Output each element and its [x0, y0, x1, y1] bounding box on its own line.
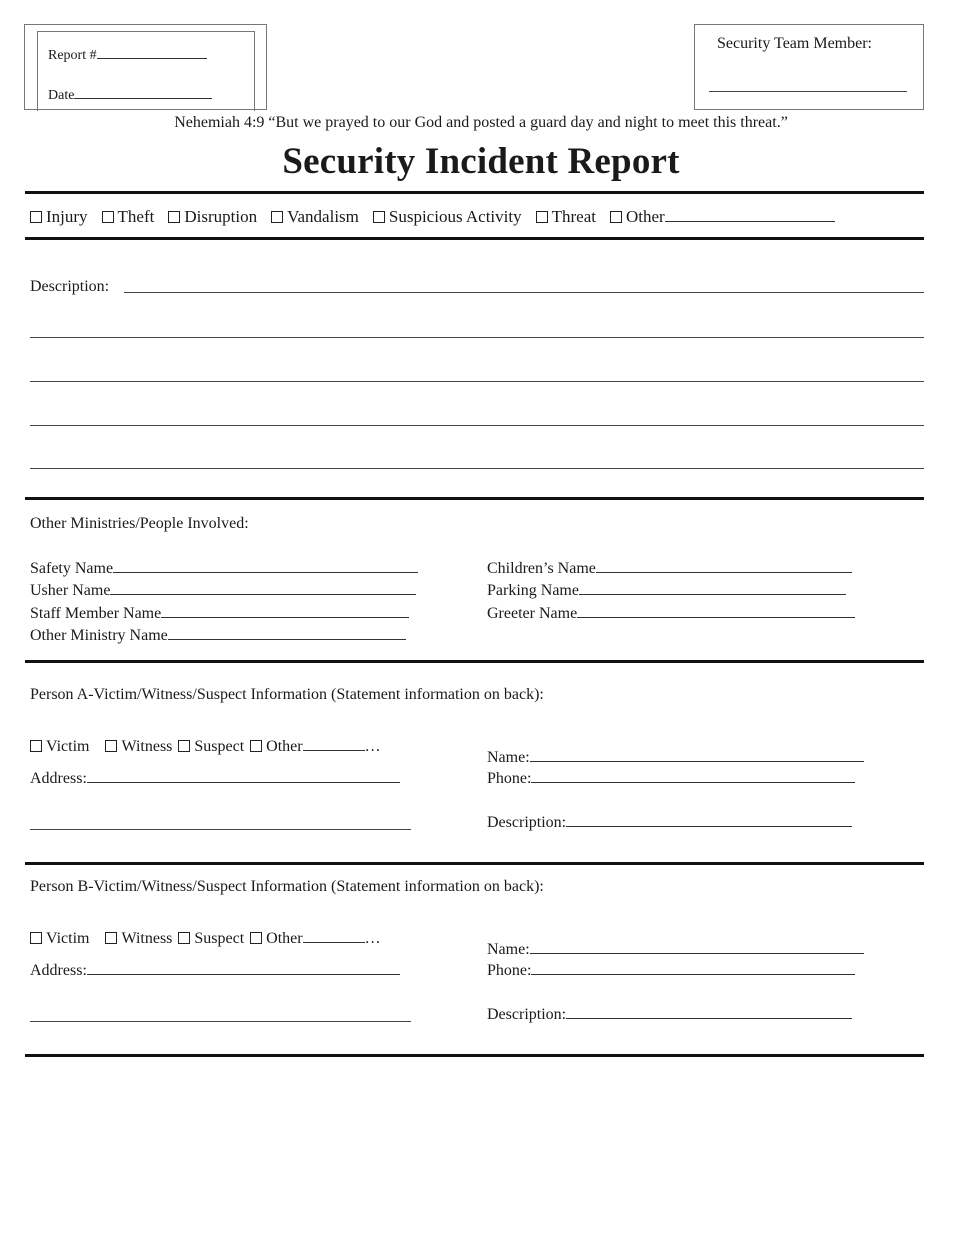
checkbox-icon: [105, 932, 117, 944]
checkbox-icon: [30, 932, 42, 944]
person-a-role-row: [30, 736, 381, 756]
address-line-2[interactable]: [30, 1021, 411, 1022]
address-field[interactable]: [87, 960, 400, 975]
checkbox-other-role[interactable]: [250, 928, 380, 948]
checkbox-label: Threat: [551, 207, 596, 226]
checkbox-label: Victim: [46, 738, 90, 755]
checkbox-icon: [178, 740, 190, 752]
person-b-name-row: [487, 939, 864, 959]
page-title: Security Incident Report: [282, 141, 680, 182]
greeter-name-field[interactable]: [577, 603, 855, 618]
ministries-heading: Other Ministries/People Involved:: [30, 515, 249, 532]
incident-type-row: [30, 207, 835, 226]
report-number-label: Report #: [48, 48, 97, 63]
person-b-description-row: [487, 1004, 852, 1024]
report-info-inner-box: [37, 31, 255, 111]
checkbox-icon: [610, 211, 622, 223]
person-b-heading: Person B-Victim/Witness/Suspect Information (Statement information on back):: [30, 878, 544, 895]
bible-verse: Nehemiah 4:9 “But we prayed to our God and posted a guard day and night to meet this threat.”: [174, 114, 788, 131]
other-type-field[interactable]: [665, 207, 835, 222]
checkbox-vandalism[interactable]: [271, 208, 359, 226]
description-line[interactable]: [30, 381, 924, 382]
checkbox-label: Other: [266, 738, 303, 755]
person-a-phone-row: [487, 768, 855, 788]
usher-name-row: [30, 580, 416, 600]
person-b-role-row: [30, 928, 381, 948]
name-field[interactable]: [530, 747, 864, 762]
field-label: Usher Name: [30, 582, 111, 599]
field-label: Other Ministry Name: [30, 627, 168, 644]
checkbox-label: Disruption: [184, 207, 258, 226]
person-a-name-row: [487, 747, 864, 767]
field-label: Address:: [30, 770, 87, 787]
checkbox-label: Other: [266, 930, 303, 947]
security-member-label: Security Team Member:: [717, 35, 872, 52]
checkbox-label: Vandalism: [287, 207, 359, 226]
parking-name-row: [487, 580, 846, 600]
checkbox-icon: [536, 211, 548, 223]
greeter-name-row: [487, 603, 855, 623]
field-label: Parking Name: [487, 582, 579, 599]
description-label: Description:: [30, 278, 110, 295]
address-field[interactable]: [87, 768, 400, 783]
description-line[interactable]: [30, 337, 924, 338]
person-b-phone-row: [487, 960, 855, 980]
checkbox-theft[interactable]: [102, 208, 155, 226]
divider: [25, 497, 924, 500]
checkbox-label: Suspect: [194, 930, 245, 947]
checkbox-icon: [102, 211, 114, 223]
field-label: Address:: [30, 962, 87, 979]
date-field[interactable]: [74, 84, 212, 99]
safety-name-row: [30, 558, 418, 578]
checkbox-icon: [250, 932, 262, 944]
checkbox-other-role[interactable]: [250, 736, 380, 756]
divider: [25, 191, 924, 194]
field-label: Phone:: [487, 770, 532, 787]
checkbox-other[interactable]: [610, 207, 835, 226]
checkbox-suspect[interactable]: [178, 738, 244, 756]
checkbox-label: Theft: [117, 207, 155, 226]
checkbox-label: Witness: [121, 930, 173, 947]
person-a-description-row: [487, 812, 852, 832]
field-label: Name:: [487, 749, 530, 766]
field-label: Description:: [487, 814, 567, 831]
checkbox-label: Other: [625, 207, 665, 226]
checkbox-suspicious-activity[interactable]: [373, 208, 522, 226]
childrens-name-row: [487, 558, 852, 578]
checkbox-witness[interactable]: [105, 738, 172, 756]
field-label: Children’s Name: [487, 560, 596, 577]
person-a-address-row: [30, 768, 400, 788]
checkbox-victim[interactable]: [30, 738, 89, 756]
other-role-field[interactable]: [303, 736, 365, 751]
divider: [25, 862, 924, 865]
checkbox-icon: [30, 211, 42, 223]
description-line[interactable]: [30, 468, 924, 469]
field-label: Greeter Name: [487, 605, 578, 622]
checkbox-suspect[interactable]: [178, 930, 244, 948]
checkbox-label: Suspect: [194, 738, 245, 755]
parking-name-field[interactable]: [579, 580, 846, 595]
field-label: Safety Name: [30, 560, 114, 577]
checkbox-label: Witness: [121, 738, 173, 755]
person-b-address-row: [30, 960, 400, 980]
field-label: Name:: [487, 941, 530, 958]
safety-name-field[interactable]: [113, 558, 418, 573]
description-field[interactable]: [566, 812, 852, 827]
checkbox-disruption[interactable]: [168, 208, 257, 226]
phone-field[interactable]: [531, 960, 855, 975]
report-info-box: [24, 24, 267, 110]
checkbox-icon: [250, 740, 262, 752]
checkbox-icon: [105, 740, 117, 752]
checkbox-icon: [271, 211, 283, 223]
address-line-2[interactable]: [30, 829, 411, 830]
staff-member-name-field[interactable]: [161, 603, 409, 618]
checkbox-injury[interactable]: [30, 208, 88, 226]
other-ministry-name-row: [30, 625, 406, 645]
ellipsis: …: [364, 738, 381, 755]
childrens-name-field[interactable]: [596, 558, 852, 573]
date-row: [48, 84, 212, 104]
checkbox-threat[interactable]: [536, 208, 596, 226]
divider: [25, 237, 924, 240]
divider: [25, 660, 924, 663]
checkbox-label: Suspicious Activity: [388, 207, 522, 226]
security-member-field[interactable]: [709, 91, 907, 92]
usher-name-field[interactable]: [110, 580, 416, 595]
name-field[interactable]: [530, 939, 864, 954]
checkbox-icon: [178, 932, 190, 944]
divider: [25, 1054, 924, 1057]
checkbox-witness[interactable]: [105, 930, 172, 948]
phone-field[interactable]: [531, 768, 855, 783]
other-ministry-name-field[interactable]: [168, 625, 406, 640]
security-member-box: [694, 24, 924, 110]
report-number-row: [48, 44, 207, 64]
checkbox-icon: [30, 740, 42, 752]
field-label: Staff Member Name: [30, 605, 162, 622]
field-label: Phone:: [487, 962, 532, 979]
staff-member-name-row: [30, 603, 409, 623]
checkbox-icon: [168, 211, 180, 223]
description-line[interactable]: [30, 425, 924, 426]
other-role-field[interactable]: [303, 928, 365, 943]
report-number-field[interactable]: [97, 44, 207, 59]
description-line[interactable]: [124, 292, 924, 293]
checkbox-label: Victim: [46, 930, 90, 947]
person-a-heading: Person A-Victim/Witness/Suspect Information (Statement information on back):: [30, 686, 544, 703]
checkbox-label: Injury: [46, 207, 88, 226]
date-label: Date: [48, 88, 75, 103]
description-field[interactable]: [566, 1004, 852, 1019]
checkbox-victim[interactable]: [30, 930, 89, 948]
ellipsis: …: [364, 930, 381, 947]
checkbox-icon: [373, 211, 385, 223]
field-label: Description:: [487, 1006, 567, 1023]
